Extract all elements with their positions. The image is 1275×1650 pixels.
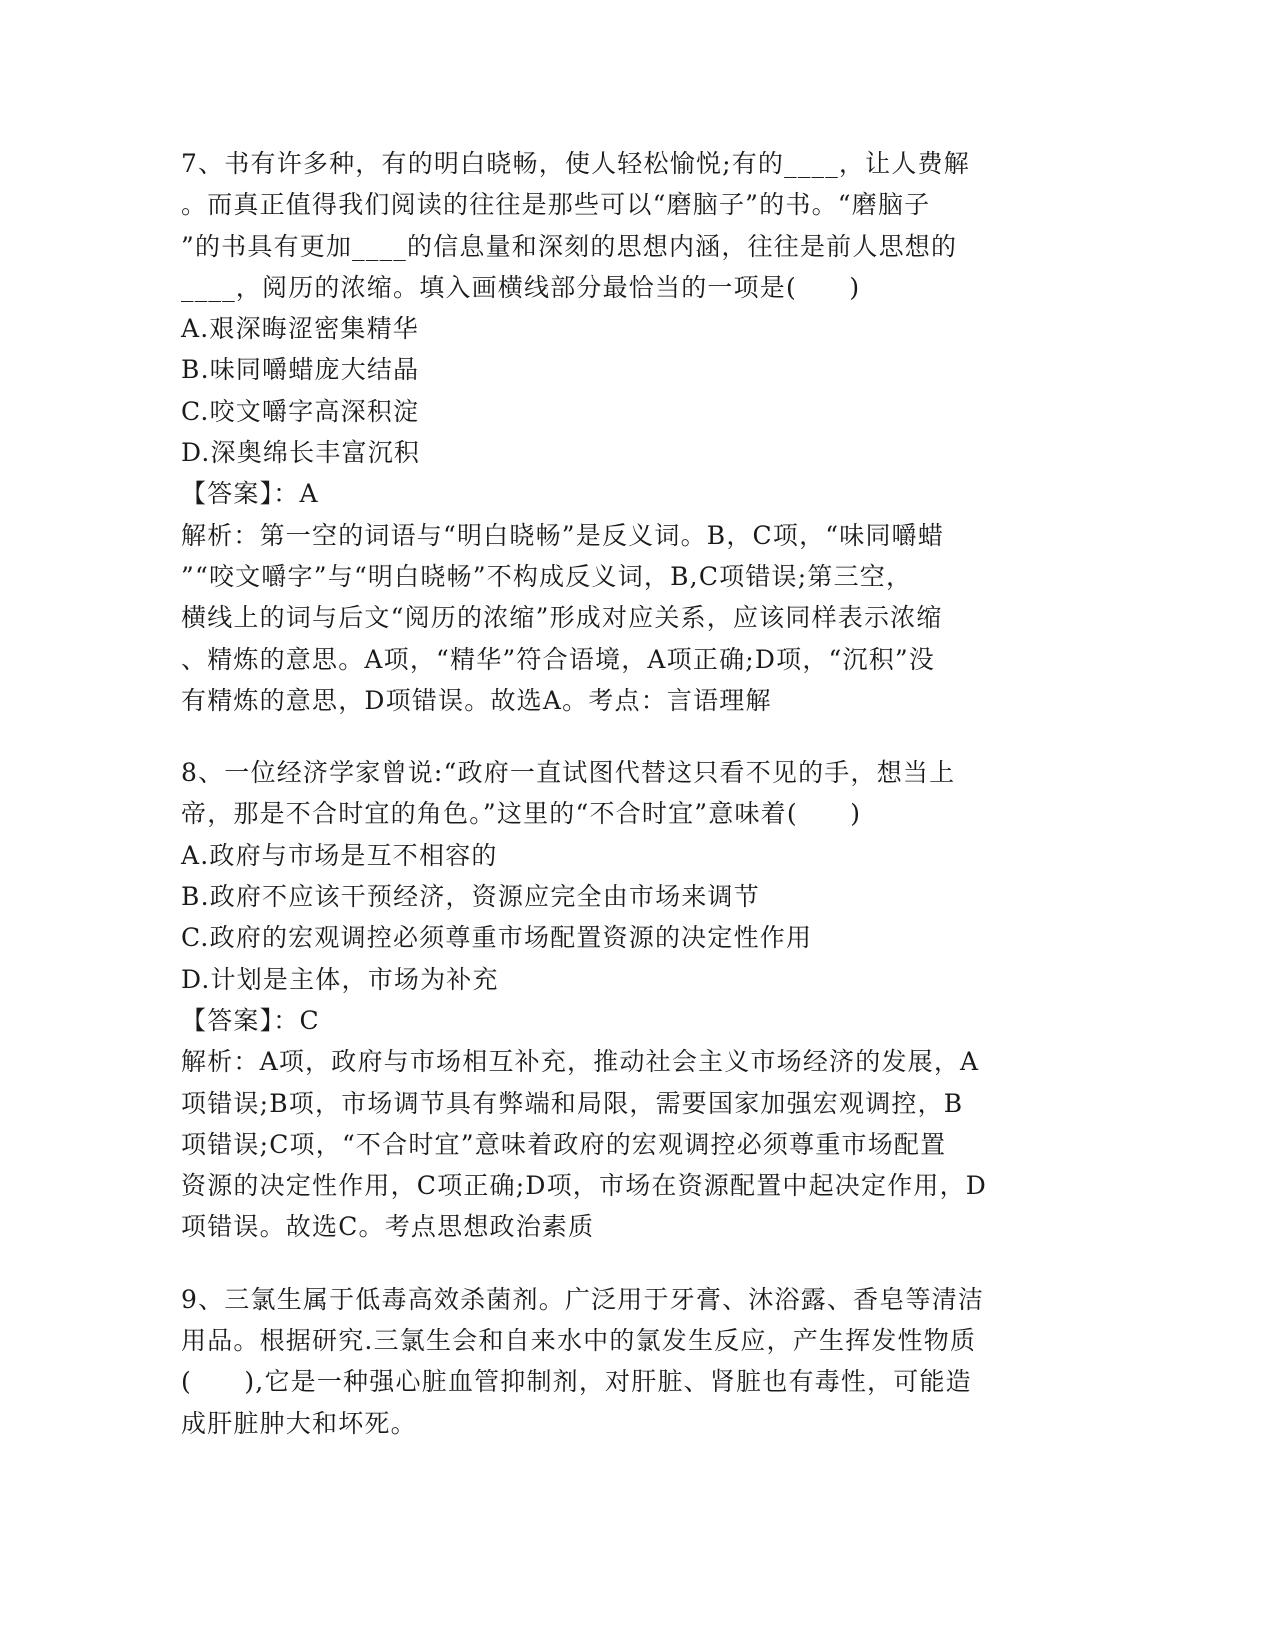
analysis-line: 、精炼的意思。A项，“精华”符合语境，A项正确;D项，“沉积”没 xyxy=(181,644,936,674)
document-content xyxy=(181,143,1041,1444)
option-d: D.深奥绵长丰富沉积 xyxy=(181,438,421,468)
question-8 xyxy=(181,752,1041,1248)
question-stem-line: 9、三氯生属于低毒高效杀菌剂。广泛用于牙膏、沐浴露、香皂等清洁 xyxy=(181,1284,985,1314)
option-b: B.味同嚼蜡庞大结晶 xyxy=(181,355,420,385)
question-9 xyxy=(181,1279,1041,1444)
option-a: A.艰深晦涩密集精华 xyxy=(181,314,420,344)
question-stem-line: 用品。根据研究.三氯生会和自来水中的氯发生反应，产生挥发性物质 xyxy=(181,1326,977,1356)
question-stem-line: ____，阅历的浓缩。填入画横线部分最恰当的一项是( ) xyxy=(181,272,861,302)
answer-label: 【答案】：A xyxy=(181,479,319,509)
analysis-line: 解析：A项，政府与市场相互补充，推动社会主义市场经济的发展，A xyxy=(181,1047,980,1077)
analysis-line: 横线上的词与后文“阅历的浓缩”形成对应关系，应该同样表示浓缩 xyxy=(181,603,943,633)
analysis-line: 有精炼的意思，D项错误。故选A。考点：言语理解 xyxy=(181,685,772,715)
analysis-line: 项错误;C项，“不合时宜”意味着政府的宏观调控必须尊重市场配置 xyxy=(181,1129,947,1159)
analysis-line: 资源的决定性作用，C项正确;D项，市场在资源配置中起决定作用，D xyxy=(181,1171,988,1201)
question-separator xyxy=(181,721,1041,752)
analysis-line: 项错误;B项，市场调节具有弊端和局限，需要国家加强宏观调控，B xyxy=(181,1088,964,1118)
question-stem-line: ( ),它是一种强心脏血管抑制剂，对肝脏、肾脏也有毒性，可能造 xyxy=(181,1367,972,1397)
question-7 xyxy=(181,143,1041,721)
analysis-line: ”“咬文嚼字”与“明白晓畅”不构成反义词，B,C项错误;第三空， xyxy=(181,561,913,591)
question-stem-line: 帝，那是不合时宜的角色。”这里的“不合时宜”意味着( ) xyxy=(181,799,862,829)
question-stem-line: 成肝脏肿大和坏死。 xyxy=(181,1408,417,1438)
option-a: A.政府与市场是互不相容的 xyxy=(181,840,498,870)
answer-label: 【答案】：C xyxy=(181,1005,320,1035)
question-stem-line: 7、书有许多种，有的明白晓畅，使人轻松愉悦;有的____，让人费解 xyxy=(181,149,970,178)
analysis-line: 解析：第一空的词语与“明白晓畅”是反义词。B，C项，“味同嚼蜡 xyxy=(181,520,945,550)
question-stem-line: 8、一位经济学家曾说:“政府一直试图代替这只看不见的手，想当上 xyxy=(181,758,956,788)
option-c: C.政府的宏观调控必须尊重市场配置资源的决定性作用 xyxy=(181,923,813,953)
question-stem-line: 。而真正值得我们阅读的往往是那些可以“磨脑子”的书。“磨脑子 xyxy=(181,190,931,220)
option-c: C.咬文嚼字高深积淀 xyxy=(181,396,420,426)
question-stem-line: ”的书具有更加____的信息量和深刻的思想内涵，往往是前人思想的 xyxy=(181,231,958,261)
analysis-line: 项错误。故选C。考点思想政治素质 xyxy=(181,1212,595,1242)
option-b: B.政府不应该干预经济，资源应完全由市场来调节 xyxy=(181,882,760,912)
question-separator xyxy=(181,1248,1041,1279)
option-d: D.计划是主体，市场为补充 xyxy=(181,964,499,994)
